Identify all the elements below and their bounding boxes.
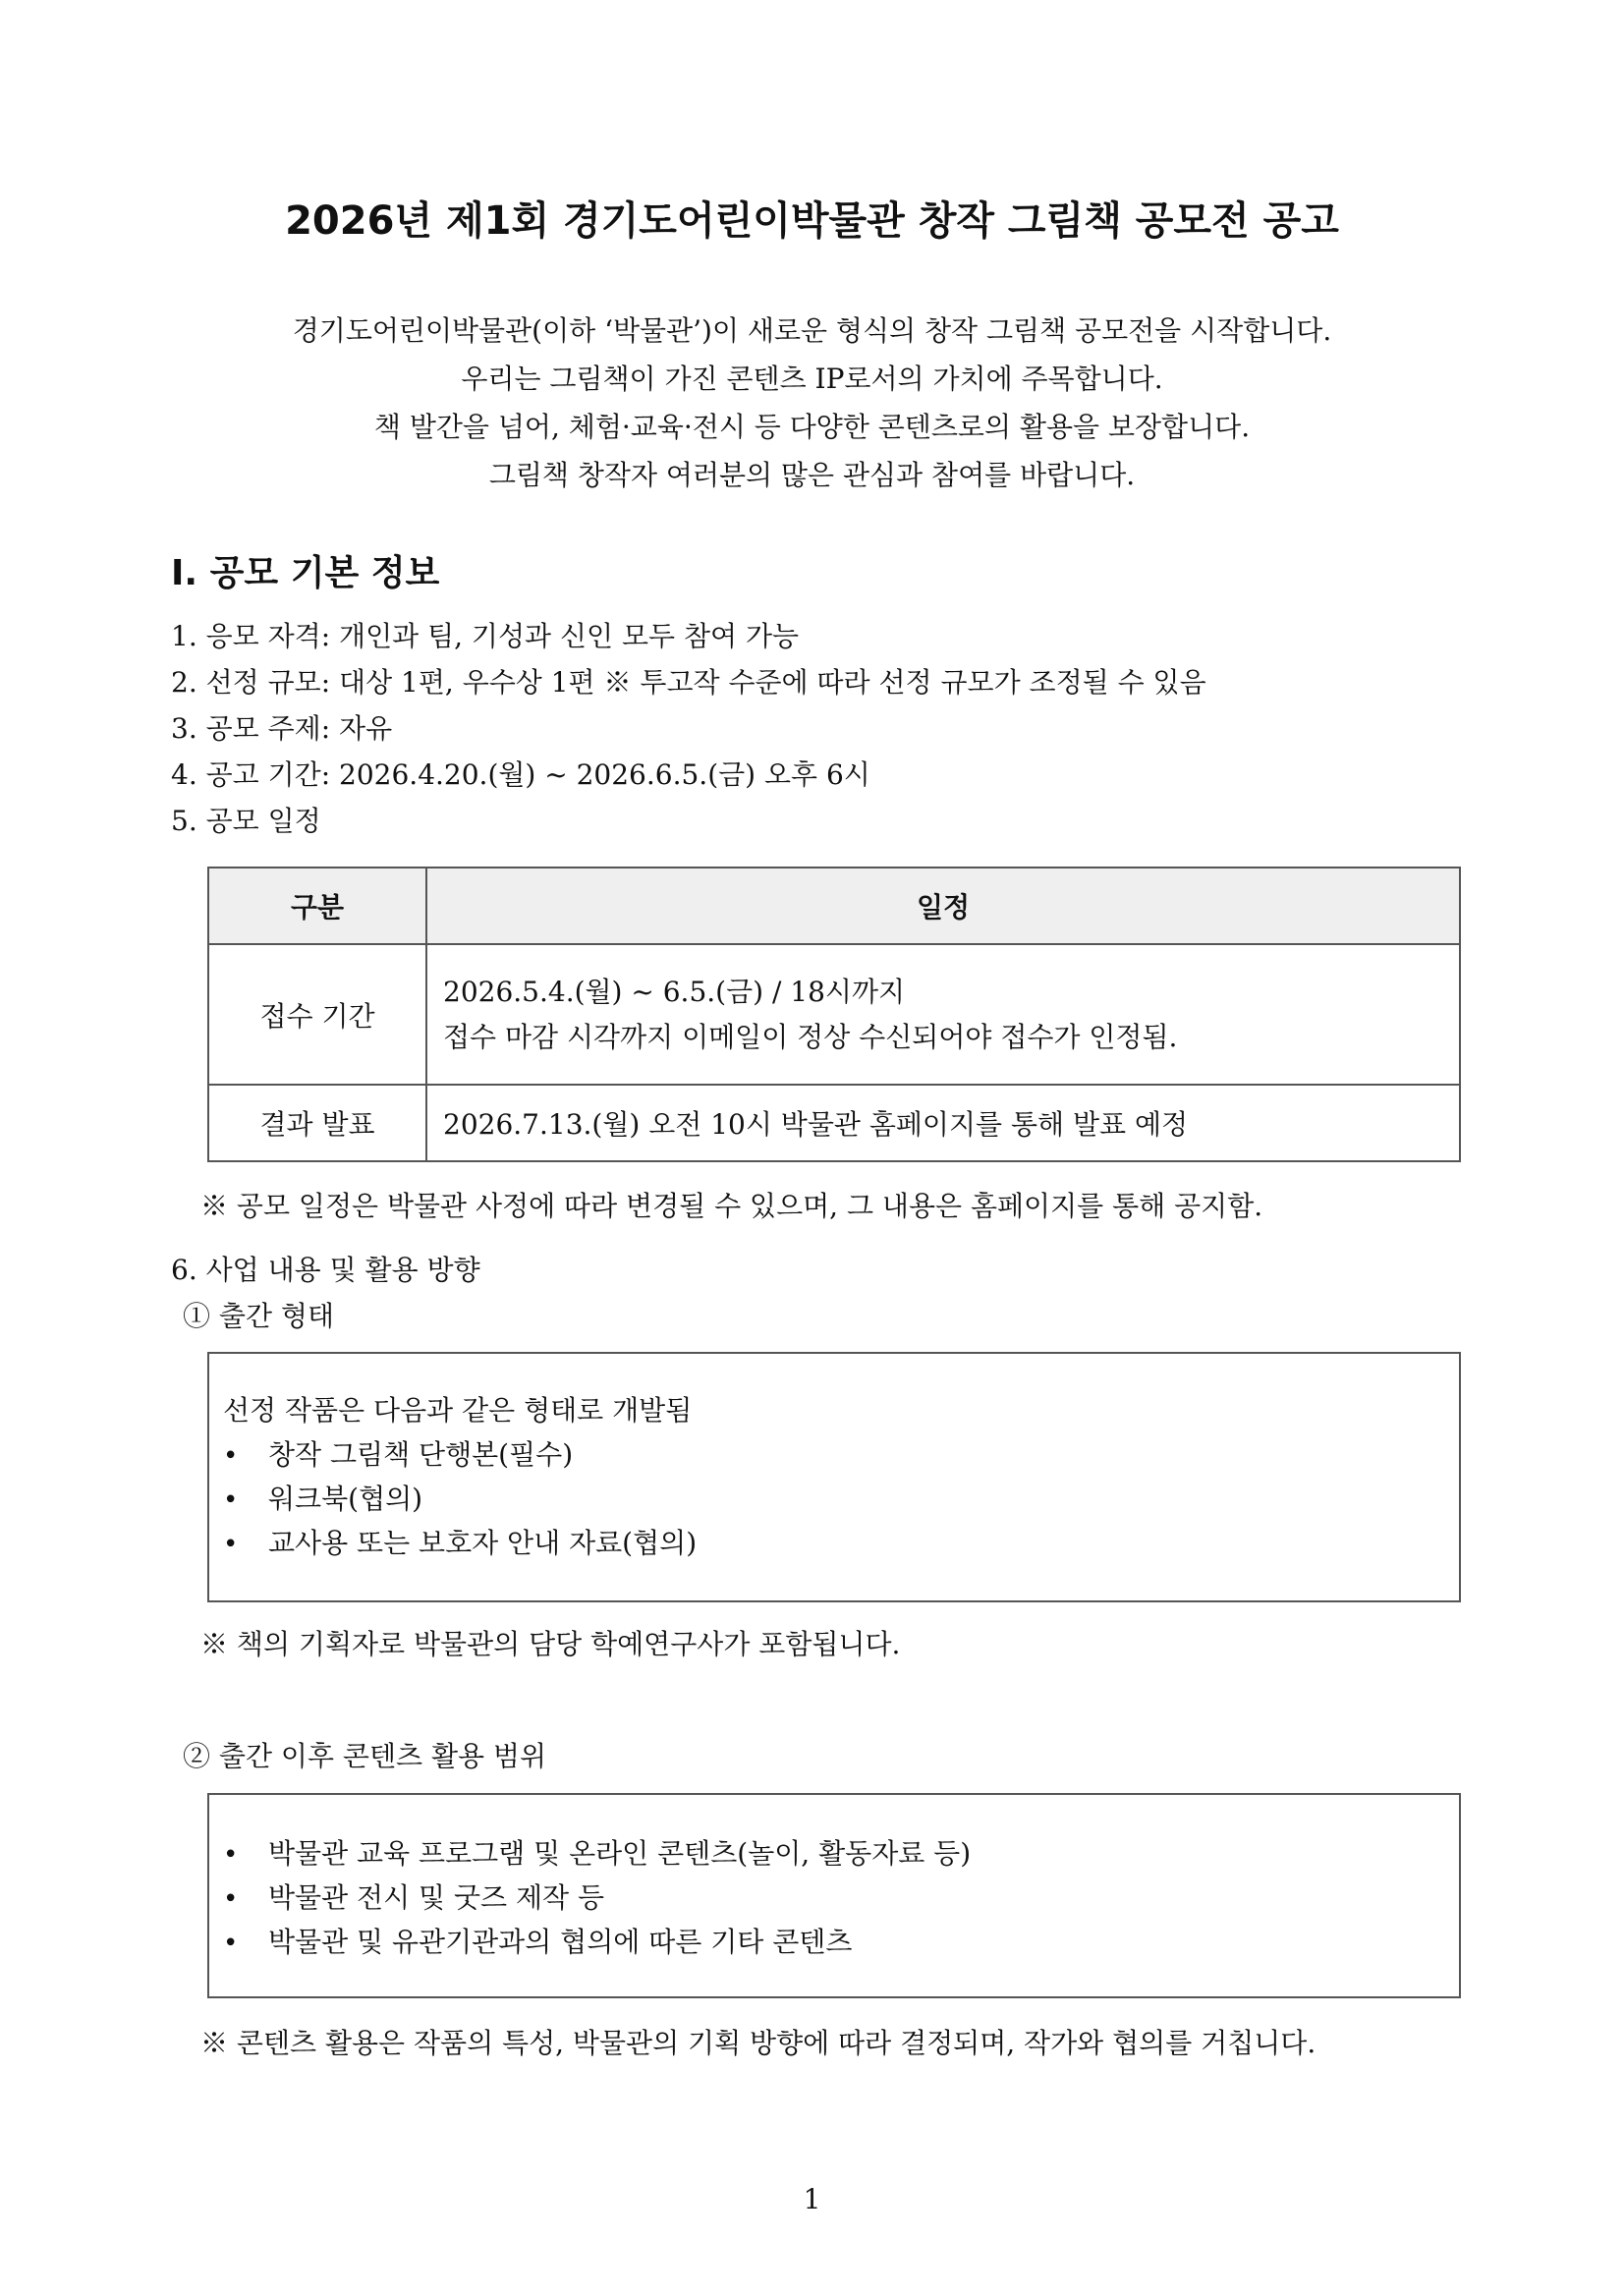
cell-line: 2026.5.4.(월) ~ 6.5.(금) / 18시까지 [443, 975, 906, 1008]
usage-note: ※ 콘텐츠 활용은 작품의 특성, 박물관의 기획 방향에 따라 결정되며, 작가와 협의를 거칩니다. [200, 2027, 1316, 2059]
info-item-eligibility: 1. 응모 자격: 개인과 팀, 기성과 신인 모두 참여 가능 [171, 620, 800, 652]
list-item-text: 박물관 교육 프로그램 및 온라인 콘텐츠(놀이, 활동자료 등) [268, 1837, 972, 1870]
list-item [223, 1831, 971, 1876]
list-item-text: 창작 그림책 단행본(필수) [268, 1438, 574, 1471]
info-item-schedule: 5. 공모 일정 [171, 805, 321, 837]
table-header-category: 구분 [208, 868, 426, 944]
list-item [223, 1477, 697, 1521]
table-cell-content [426, 944, 1460, 1085]
table-header-row [208, 868, 1460, 944]
cell-line: 2026.7.13.(월) 오전 10시 박물관 홈페이지를 통해 발표 예정 [443, 1108, 1189, 1141]
intro-line: 그림책 창작자 여러분의 많은 관심과 참여를 바랍니다. [488, 459, 1136, 491]
cell-line: 접수 마감 시각까지 이메일이 정상 수신되어야 접수가 인정됨. [443, 1020, 1178, 1053]
publication-form-box [207, 1352, 1461, 1602]
subsection-heading-usage: ② 출간 이후 콘텐츠 활용 범위 [183, 1740, 547, 1772]
list-item [223, 1521, 697, 1565]
publication-note: ※ 책의 기획자로 박물관의 담당 학예연구사가 포함됩니다. [200, 1628, 901, 1660]
info-item-period: 4. 공고 기간: 2026.4.20.(월) ~ 2026.6.5.(금) 오후 6시 [171, 758, 870, 791]
content-usage-box [207, 1793, 1461, 1998]
bullet-list [223, 1831, 971, 1964]
bullet-list [223, 1432, 697, 1565]
list-item-text: 박물관 및 유관기관과의 협의에 따른 기타 콘텐츠 [268, 1926, 853, 1958]
table-cell-content [426, 1085, 1460, 1161]
bullet-icon: • [223, 1441, 239, 1471]
list-item-text: 박물관 전시 및 굿즈 제작 등 [268, 1881, 605, 1914]
table-cell-label: 접수 기간 [208, 944, 426, 1085]
subsection-heading-publication: ① 출간 형태 [183, 1300, 334, 1332]
intro-line: 책 발간을 넘어, 체험·교육·전시 등 다양한 콘텐츠로의 활용을 보장합니다. [373, 411, 1251, 443]
box-lead-text: 선정 작품은 다음과 같은 형태로 개발됨 [223, 1394, 693, 1427]
schedule-note: ※ 공모 일정은 박물관 사정에 따라 변경될 수 있으며, 그 내용은 홈페이지를 통해 공지함. [200, 1190, 1263, 1222]
section-heading: Ⅰ. 공모 기본 정보 [171, 553, 440, 593]
bullet-icon: • [223, 1840, 239, 1870]
schedule-table [207, 867, 1461, 1162]
intro-line: 우리는 그림책이 가진 콘텐츠 IP로서의 가치에 주목합니다. [461, 363, 1163, 395]
list-item [223, 1876, 971, 1920]
bullet-icon: • [223, 1929, 239, 1958]
list-item [223, 1432, 697, 1477]
intro-line: 경기도어린이박물관(이하 ‘박물관’)이 새로운 형식의 창작 그림책 공모전을 시작합니다. [292, 314, 1332, 347]
subsection-heading: 6. 사업 내용 및 활용 방향 [171, 1254, 480, 1286]
list-item-text: 워크북(협의) [268, 1483, 423, 1515]
table-row [208, 944, 1460, 1085]
page-number: 1 [803, 2183, 821, 2215]
table-cell-label: 결과 발표 [208, 1085, 426, 1161]
info-item-scale: 2. 선정 규모: 대상 1편, 우수상 1편 ※ 투고작 수준에 따라 선정 규모가 조정될 수 있음 [171, 666, 1206, 699]
list-item-text: 교사용 또는 보호자 안내 자료(협의) [268, 1527, 698, 1559]
document-title: 2026년 제1회 경기도어린이박물관 창작 그림책 공모전 공고 [285, 198, 1339, 244]
table-header-schedule: 일정 [426, 868, 1460, 944]
table-row [208, 1085, 1460, 1161]
bullet-icon: • [223, 1884, 239, 1914]
list-item [223, 1920, 971, 1964]
intro-paragraph [0, 307, 1624, 499]
bullet-icon: • [223, 1485, 239, 1515]
bullet-icon: • [223, 1530, 239, 1559]
info-item-theme: 3. 공모 주제: 자유 [171, 712, 393, 745]
